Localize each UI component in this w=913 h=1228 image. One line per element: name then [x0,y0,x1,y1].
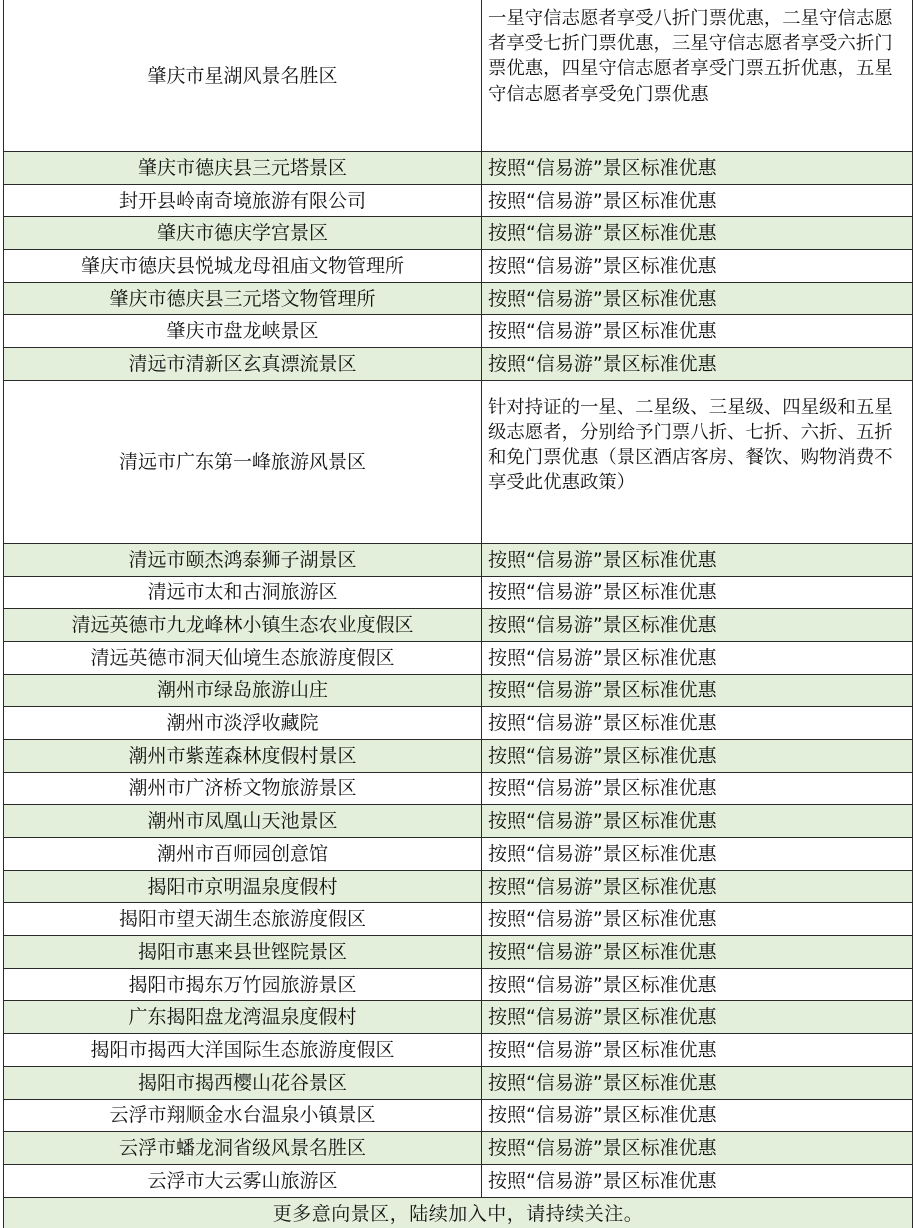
table-row [4,1034,913,1067]
table-row [4,674,913,707]
discount-policy: 按照“信易游”景区标准优惠 [482,707,913,740]
discount-policy: 按照“信易游”景区标准优惠 [482,1132,913,1165]
scenic-area-name: 清远英德市洞天仙境生态旅游度假区 [4,641,482,674]
table-row [4,348,913,381]
discount-policy: 按照“信易游”景区标准优惠 [482,805,913,838]
discount-policy: 按照“信易游”景区标准优惠 [482,282,913,315]
table-row [4,609,913,642]
discount-policy: 按照“信易游”景区标准优惠 [482,838,913,871]
discount-policy: 按照“信易游”景区标准优惠 [482,315,913,348]
table-row [4,838,913,871]
discount-policy: 针对持证的一星、二星级、三星级、四星级和五星级志愿者，分别给予门票八折、七折、六折、五折和免门票优惠（景区酒店客房、餐饮、购物消费不享受此优惠政策） [482,380,913,543]
scenic-area-name: 云浮市蟠龙洞省级风景名胜区 [4,1132,482,1165]
table-row [4,870,913,903]
scenic-area-name: 肇庆市德庆县三元塔景区 [4,152,482,185]
table-row [4,217,913,250]
discount-policy: 按照“信易游”景区标准优惠 [482,1066,913,1099]
scenic-area-name: 肇庆市德庆学宫景区 [4,217,482,250]
table-row [4,1164,913,1197]
table-row [4,380,913,543]
discount-policy: 按照“信易游”景区标准优惠 [482,903,913,936]
table-row [4,282,913,315]
scenic-area-name: 揭阳市望天湖生态旅游度假区 [4,903,482,936]
scenic-area-name: 清远市广东第一峰旅游风景区 [4,380,482,543]
table-row [4,739,913,772]
scenic-area-name: 广东揭阳盘龙湾温泉度假村 [4,1001,482,1034]
scenic-area-name: 清远市清新区玄真漂流景区 [4,348,482,381]
discount-policy: 按照“信易游”景区标准优惠 [482,152,913,185]
table-row [4,1132,913,1165]
scenic-area-name: 清远市颐杰鸿泰狮子湖景区 [4,543,482,576]
table-footer-row [4,1197,913,1228]
scenic-area-name: 云浮市大云雾山旅游区 [4,1164,482,1197]
discount-policy: 按照“信易游”景区标准优惠 [482,1001,913,1034]
table-row [4,152,913,185]
scenic-area-name: 揭阳市惠来县世铿院景区 [4,936,482,969]
table-row [4,315,913,348]
discount-policy: 按照“信易游”景区标准优惠 [482,1164,913,1197]
table-row [4,641,913,674]
table-row [4,903,913,936]
scenic-area-name: 清远英德市九龙峰林小镇生态农业度假区 [4,609,482,642]
table-row [4,968,913,1001]
scenic-area-name: 潮州市广济桥文物旅游景区 [4,772,482,805]
scenic-area-name: 潮州市绿岛旅游山庄 [4,674,482,707]
table-row [4,250,913,283]
table-row [4,576,913,609]
table-row [4,1066,913,1099]
discount-policy: 按照“信易游”景区标准优惠 [482,936,913,969]
discount-policy: 按照“信易游”景区标准优惠 [482,641,913,674]
discount-policy: 一星守信志愿者享受八折门票优惠，二星守信志愿者享受七折门票优惠，三星守信志愿者享受六折门票优惠，四星守信志愿者享受门票五折优惠，五星守信志愿者享受免门票优惠 [482,0,913,152]
scenic-area-name: 肇庆市盘龙峡景区 [4,315,482,348]
discount-policy: 按照“信易游”景区标准优惠 [482,739,913,772]
discount-policy: 按照“信易游”景区标准优惠 [482,217,913,250]
scenic-area-name: 肇庆市星湖风景名胜区 [4,0,482,152]
table-row [4,772,913,805]
discount-policy: 按照“信易游”景区标准优惠 [482,576,913,609]
scenic-area-table [3,0,913,1228]
scenic-area-name: 潮州市百师园创意馆 [4,838,482,871]
discount-policy: 按照“信易游”景区标准优惠 [482,968,913,1001]
table-row [4,707,913,740]
table-row [4,1099,913,1132]
scenic-area-name: 潮州市紫莲森林度假村景区 [4,739,482,772]
discount-policy: 按照“信易游”景区标准优惠 [482,674,913,707]
table-row [4,543,913,576]
discount-policy: 按照“信易游”景区标准优惠 [482,870,913,903]
scenic-area-name: 肇庆市德庆县三元塔文物管理所 [4,282,482,315]
scenic-area-name: 云浮市翔顺金水台温泉小镇景区 [4,1099,482,1132]
scenic-area-name: 肇庆市德庆县悦城龙母祖庙文物管理所 [4,250,482,283]
discount-policy: 按照“信易游”景区标准优惠 [482,1034,913,1067]
scenic-area-name: 揭阳市京明温泉度假村 [4,870,482,903]
table-row [4,0,913,152]
scenic-area-name: 揭阳市揭西大洋国际生态旅游度假区 [4,1034,482,1067]
table-row [4,1001,913,1034]
table-row [4,805,913,838]
scenic-area-name: 揭阳市揭东万竹园旅游景区 [4,968,482,1001]
table-row [4,184,913,217]
footer-note: 更多意向景区，陆续加入中，请持续关注。 [4,1197,913,1228]
discount-policy: 按照“信易游”景区标准优惠 [482,348,913,381]
scenic-area-name: 清远市太和古洞旅游区 [4,576,482,609]
discount-policy: 按照“信易游”景区标准优惠 [482,543,913,576]
discount-policy: 按照“信易游”景区标准优惠 [482,184,913,217]
discount-policy: 按照“信易游”景区标准优惠 [482,250,913,283]
scenic-area-name: 封开县岭南奇境旅游有限公司 [4,184,482,217]
scenic-area-name: 揭阳市揭西樱山花谷景区 [4,1066,482,1099]
scenic-area-name: 潮州市淡浮收藏院 [4,707,482,740]
table-row [4,936,913,969]
discount-policy: 按照“信易游”景区标准优惠 [482,609,913,642]
scenic-area-name: 潮州市凤凰山天池景区 [4,805,482,838]
discount-policy: 按照“信易游”景区标准优惠 [482,1099,913,1132]
discount-policy: 按照“信易游”景区标准优惠 [482,772,913,805]
